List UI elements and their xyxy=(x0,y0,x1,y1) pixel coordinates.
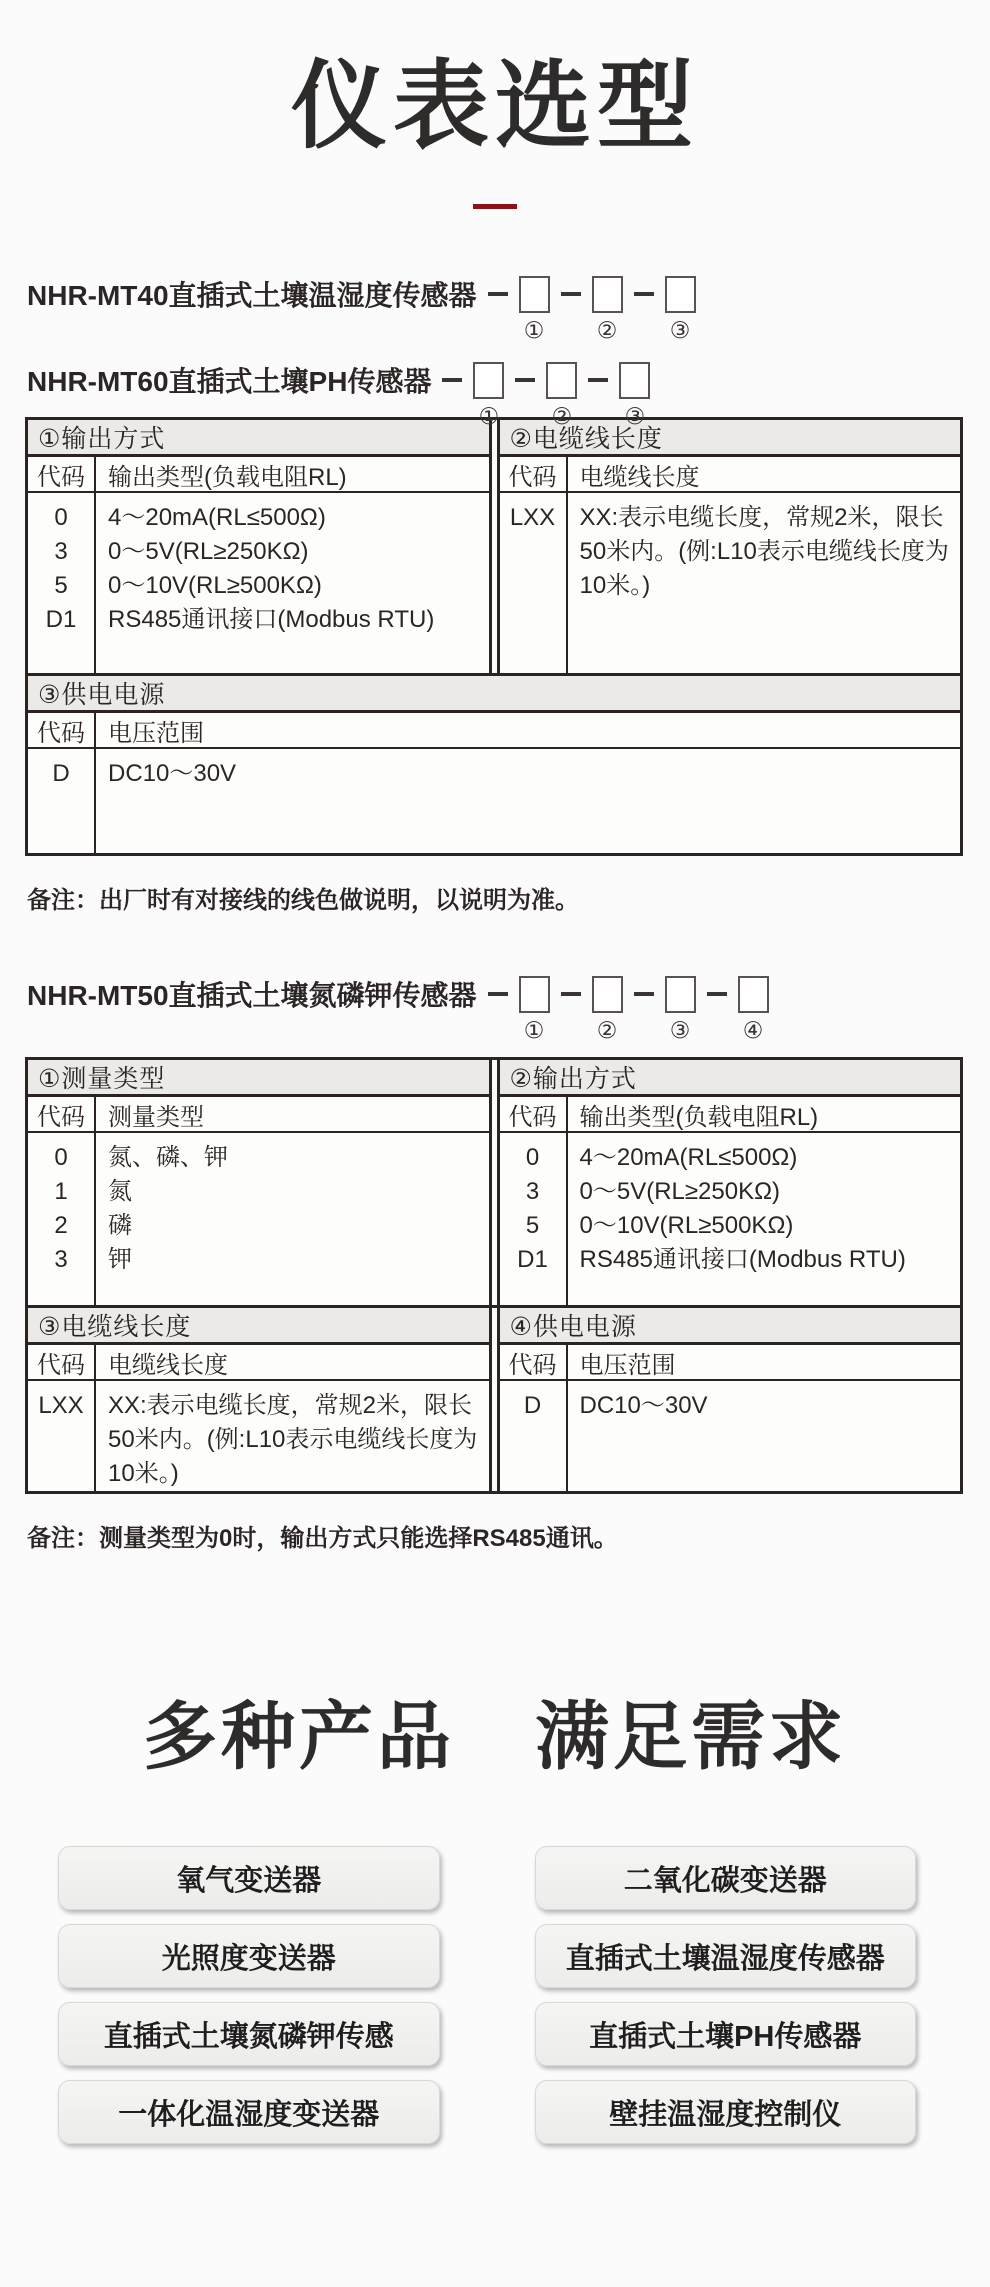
slot-number: ② xyxy=(551,402,573,429)
desc-column xyxy=(568,1133,961,1305)
desc-value: RS485通讯接口(Modbus RTU) xyxy=(579,1246,906,1274)
code-value: D xyxy=(523,1392,542,1420)
page-title: 仪表选型 xyxy=(291,53,699,160)
code-value: 5 xyxy=(54,572,68,600)
code-value: D1 xyxy=(45,606,77,634)
section-header-output: ②输出方式 xyxy=(500,1060,961,1097)
table1-power-section xyxy=(28,673,960,853)
table-data xyxy=(28,493,489,673)
col-header-code: 代码 xyxy=(28,1097,96,1131)
table2-bottom xyxy=(28,1305,960,1491)
column-headers xyxy=(28,713,960,749)
table-data xyxy=(28,1133,489,1305)
code-dash xyxy=(515,378,535,382)
code-dash xyxy=(488,992,508,996)
table-data xyxy=(500,1133,961,1305)
code-slot-3 xyxy=(665,976,696,1043)
code-column xyxy=(28,493,96,673)
selection-table-mt40-mt60 xyxy=(25,417,963,856)
product-button-soil-ph[interactable]: 直插式土壤PH传感器 xyxy=(535,2002,917,2066)
code-dash xyxy=(561,992,581,996)
desc-value: XX:表示电缆长度，常规2米，限长50米内。(例:L10表示电缆线长度为10米。) xyxy=(108,1392,478,1488)
products-heading xyxy=(0,1678,990,1784)
desc-column xyxy=(96,493,489,673)
table1-cable-section xyxy=(497,420,961,673)
col-header-code: 代码 xyxy=(28,457,96,491)
code-dash xyxy=(634,292,654,296)
section-header-power: ③供电电源 xyxy=(28,676,960,713)
table1-top xyxy=(28,420,960,673)
col-header-desc: 电压范围 xyxy=(108,719,204,747)
product-button-soil-npk[interactable]: 直插式土壤氮磷钾传感 xyxy=(58,2002,440,2066)
product-button-light[interactable]: 光照度变送器 xyxy=(58,1924,440,1988)
code-dash xyxy=(561,292,581,296)
product-button-wall-mounted-controller[interactable]: 壁挂温湿度控制仪 xyxy=(535,2080,917,2144)
table2-power-section xyxy=(497,1308,961,1491)
code-slot-2 xyxy=(592,976,623,1043)
code-value: LXX xyxy=(38,1392,84,1420)
section-header-output: ①输出方式 xyxy=(28,420,489,457)
col-header-desc: 输出类型(负载电阻RL) xyxy=(579,1103,819,1131)
slot-number: ③ xyxy=(669,316,691,343)
code-slot-3 xyxy=(619,362,650,429)
slot-number: ① xyxy=(523,316,545,343)
code-value: LXX xyxy=(509,504,556,532)
desc-value: 钾 xyxy=(108,1246,132,1274)
model-name-mt60: NHR-MT60直插式土壤PH传感器 xyxy=(27,366,432,398)
table2-measure-section xyxy=(28,1060,492,1305)
table1-output-section xyxy=(28,420,492,673)
code-column xyxy=(500,1381,568,1491)
slot-number: ④ xyxy=(742,1016,764,1043)
slot-number: ② xyxy=(596,316,618,343)
desc-value: DC10～30V xyxy=(108,760,237,788)
selection-table-mt50 xyxy=(25,1057,963,1494)
product-button-integrated-temp-humidity[interactable]: 一体化温湿度变送器 xyxy=(58,2080,440,2144)
code-value: 3 xyxy=(525,1178,540,1206)
model-name-mt50: NHR-MT50直插式土壤氮磷钾传感器 xyxy=(27,980,477,1012)
code-dash xyxy=(634,992,654,996)
code-slot-1 xyxy=(473,362,504,429)
table2-note: 备注：测量类型为0时，输出方式只能选择RS485通讯。 xyxy=(27,1525,618,1553)
code-column xyxy=(28,749,96,853)
table-data xyxy=(28,1381,489,1491)
code-value: D xyxy=(52,760,70,788)
column-headers xyxy=(500,457,961,493)
code-value: 0 xyxy=(525,1144,540,1172)
products-heading-right: 满足需求 xyxy=(535,1695,847,1779)
desc-column xyxy=(568,1381,961,1491)
code-slot-1 xyxy=(519,976,550,1043)
col-header-code: 代码 xyxy=(500,1345,568,1379)
code-value: 0 xyxy=(54,1144,68,1172)
code-value: D1 xyxy=(517,1246,548,1274)
table2-cable-section xyxy=(28,1308,492,1491)
model-line-mt60 xyxy=(27,357,990,429)
code-column xyxy=(28,1381,96,1491)
col-header-desc: 电压范围 xyxy=(579,1351,676,1379)
desc-value: 0～10V(RL≥500KΩ) xyxy=(108,572,322,600)
desc-value: 0～5V(RL≥250KΩ) xyxy=(579,1178,781,1206)
code-value: 3 xyxy=(54,538,68,566)
code-slot-4 xyxy=(738,976,769,1043)
code-value: 2 xyxy=(54,1212,68,1240)
product-button-co2[interactable]: 二氧化碳变送器 xyxy=(535,1846,917,1910)
slot-number: ③ xyxy=(669,1016,691,1043)
desc-value: DC10～30V xyxy=(579,1392,708,1420)
slot-number: ② xyxy=(596,1016,618,1043)
desc-value: 0～5V(RL≥250KΩ) xyxy=(108,538,309,566)
desc-value: 0～10V(RL≥500KΩ) xyxy=(579,1212,794,1240)
code-value: 0 xyxy=(54,504,68,532)
code-slot-3 xyxy=(665,276,696,343)
desc-value: RS485通讯接口(Modbus RTU) xyxy=(108,606,435,634)
desc-value: XX:表示电缆长度，常规2米，限长50米内。(例:L10表示电缆线长度为10米。) xyxy=(579,504,949,600)
code-column xyxy=(28,1133,96,1305)
col-header-desc: 测量类型 xyxy=(108,1103,204,1131)
column-headers xyxy=(500,1097,961,1133)
code-dash xyxy=(488,292,508,296)
col-header-code: 代码 xyxy=(28,713,96,747)
desc-column xyxy=(568,493,961,673)
product-button-oxygen[interactable]: 氧气变送器 xyxy=(58,1846,440,1910)
col-header-code: 代码 xyxy=(28,1345,96,1379)
code-slot-2 xyxy=(592,276,623,343)
section-header-power: ④供电电源 xyxy=(500,1308,961,1345)
code-dash xyxy=(442,378,462,382)
slot-number: ③ xyxy=(624,402,646,429)
slot-number: ① xyxy=(523,1016,545,1043)
section-header-cable: ②电缆线长度 xyxy=(500,420,961,457)
code-column xyxy=(500,1133,568,1305)
desc-column xyxy=(96,749,960,853)
column-headers xyxy=(28,1345,489,1381)
col-header-desc: 电缆线长度 xyxy=(108,1351,228,1379)
desc-value: 氮、磷、钾 xyxy=(108,1144,228,1172)
desc-value: 氮 xyxy=(108,1178,132,1206)
desc-column xyxy=(96,1381,489,1491)
desc-value: 4～20mA(RL≤500Ω) xyxy=(108,504,326,532)
code-value: 5 xyxy=(525,1212,540,1240)
code-value: 3 xyxy=(54,1246,68,1274)
column-headers xyxy=(28,1097,489,1133)
slot-number: ① xyxy=(478,402,500,429)
desc-value: 4～20mA(RL≤500Ω) xyxy=(579,1144,798,1172)
product-button-grid xyxy=(58,1846,916,2144)
table-data xyxy=(500,1381,961,1491)
code-column xyxy=(500,493,568,673)
col-header-code: 代码 xyxy=(500,1097,568,1131)
code-slot-1 xyxy=(519,276,550,343)
section-header-measure: ①测量类型 xyxy=(28,1060,489,1097)
table2-top xyxy=(28,1060,960,1305)
desc-value: 磷 xyxy=(108,1212,132,1240)
product-button-soil-temp-humidity[interactable]: 直插式土壤温湿度传感器 xyxy=(535,1924,917,1988)
column-headers xyxy=(500,1345,961,1381)
table1-note: 备注：出厂时有对接线的线色做说明，以说明为准。 xyxy=(27,887,579,915)
code-value: 1 xyxy=(54,1178,68,1206)
table-data xyxy=(500,493,961,673)
column-headers xyxy=(28,457,489,493)
table-data xyxy=(28,749,960,853)
code-slot-2 xyxy=(546,362,577,429)
col-header-desc: 电缆线长度 xyxy=(579,463,700,491)
model-name-mt40: NHR-MT40直插式土壤温湿度传感器 xyxy=(27,280,477,312)
code-dash xyxy=(588,378,608,382)
model-code-section xyxy=(27,271,990,429)
section-header-cable: ③电缆线长度 xyxy=(28,1308,489,1345)
desc-column xyxy=(96,1133,489,1305)
products-heading-left: 多种产品 xyxy=(143,1695,455,1779)
model-code-section-mt50 xyxy=(27,971,990,1043)
code-dash xyxy=(707,992,727,996)
table2-output-section xyxy=(497,1060,961,1305)
col-header-desc: 输出类型(负载电阻RL) xyxy=(108,463,347,491)
col-header-code: 代码 xyxy=(500,457,568,491)
title-accent-dash xyxy=(473,204,517,209)
model-line-mt40 xyxy=(27,271,990,343)
model-line-mt50 xyxy=(27,971,990,1043)
